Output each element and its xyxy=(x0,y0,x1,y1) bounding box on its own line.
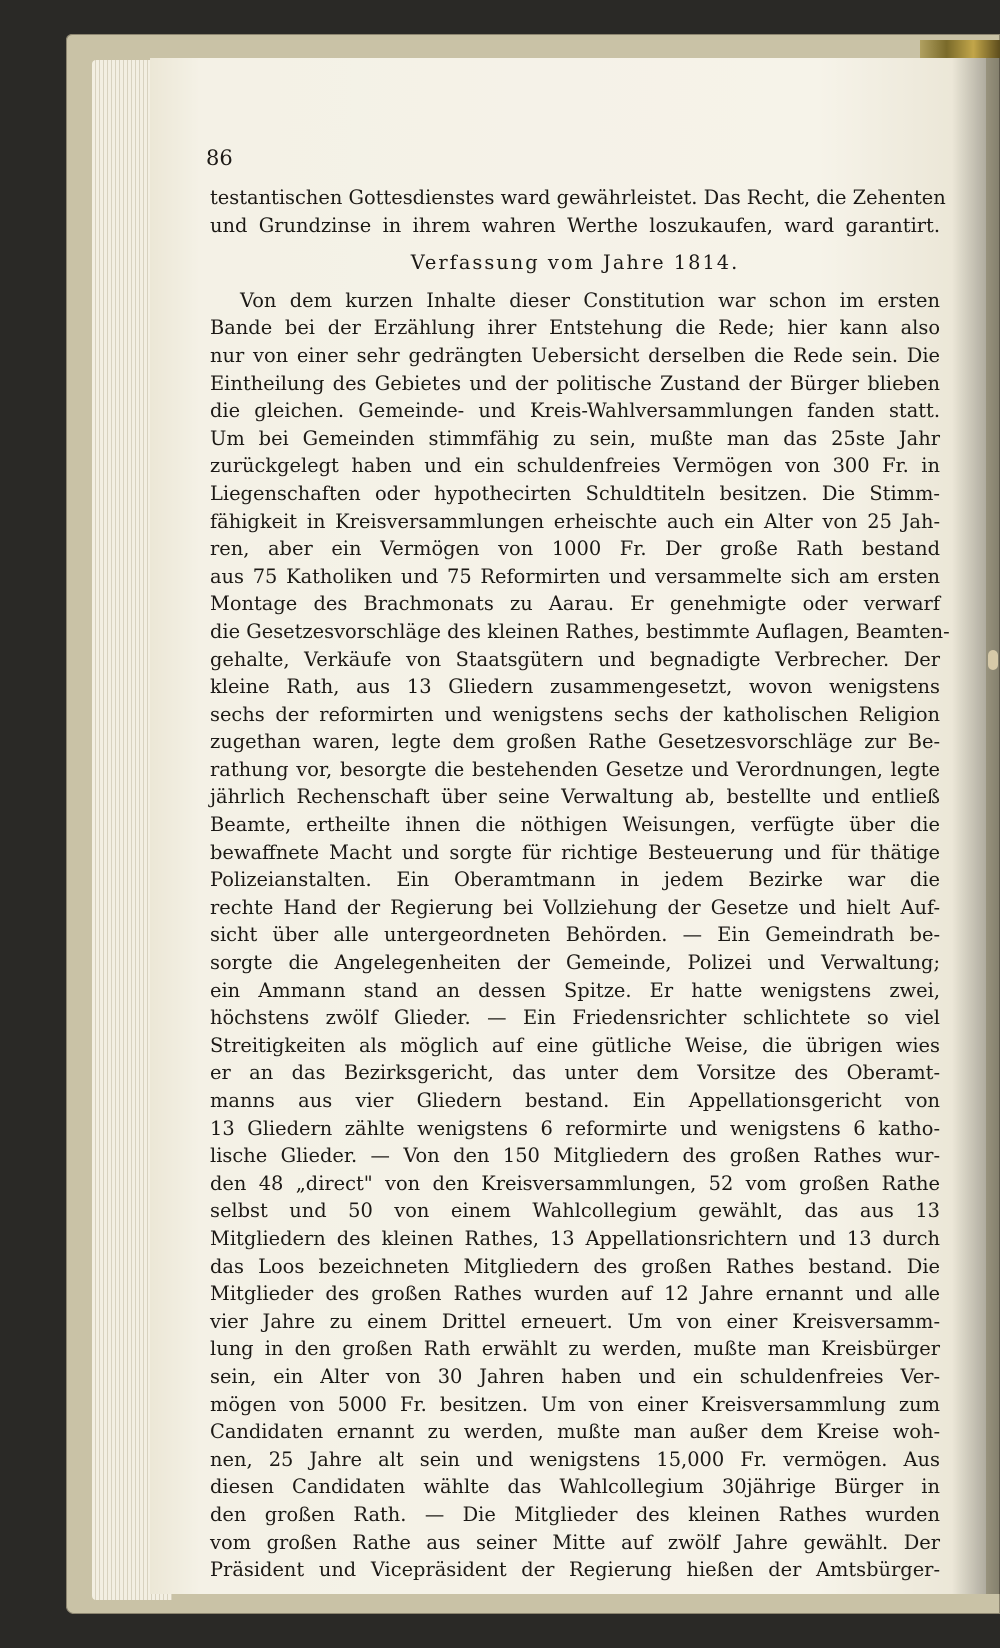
text-line: lung in den großen Rath erwählt zu werden, mußte man Kreisbürger xyxy=(210,1337,940,1361)
text-line: Candidaten ernannt zu werden, mußte man außer dem Kreise woh- xyxy=(210,1420,940,1444)
text-line: das Loos bezeichneten Mitgliedern des großen Rathes bestand. Die xyxy=(210,1254,940,1278)
text-line: er an das Bezirksgericht, das unter dem Vorsitze des Oberamt- xyxy=(210,1061,940,1085)
margin-mark xyxy=(988,650,998,670)
text-line: Mitglieder des großen Rathes wurden auf 12 Jahre ernannt und alle xyxy=(210,1282,940,1306)
text-line: zugethan waren, legte dem großen Rathe Gesetzesvorschläge zur Be- xyxy=(210,730,940,754)
text-line: rechte Hand der Regierung bei Vollziehung der Gesetze und hielt Auf- xyxy=(210,895,940,919)
text-line: sein, ein Alter von 30 Jahren haben und ein schuldenfreies Ver- xyxy=(210,1364,940,1388)
text-line: rathung vor, besorgte die bestehenden Gesetze und Verordnungen, legte xyxy=(210,757,940,781)
section-heading: Verfassung vom Jahre 1814. xyxy=(410,251,740,275)
text-line: Bande bei der Erzählung ihrer Entstehung die Rede; hier kann also xyxy=(210,316,940,340)
text-line: Eintheilung des Gebietes und der politische Zustand der Bürger blieben xyxy=(210,371,940,395)
text-line: gehalte, Verkäufe von Staatsgütern und begnadigte Verbrecher. Der xyxy=(210,647,940,671)
page-number: 86 xyxy=(206,146,233,170)
text-line: Um bei Gemeinden stimmfähig zu sein, mußte man das 25ste Jahr xyxy=(210,426,940,450)
text-line: fähigkeit in Kreisversammlungen erheischte auch ein Alter von 25 Jah- xyxy=(210,509,940,533)
text-line: testantischen Gottesdienstes ward gewährleistet. Das Recht, die Zehenten xyxy=(210,186,946,209)
text-line: bewaffnete Macht und sorgte für richtige Besteuerung und für thätige xyxy=(210,840,940,864)
text-line: Beamte, ertheilte ihnen die nöthigen Weisungen, verfügte über die xyxy=(210,813,940,837)
text-line: mögen von 5000 Fr. besitzen. Um von einer Kreisversammlung zum xyxy=(210,1392,940,1416)
text-line: die gleichen. Gemeinde- und Kreis-Wahlversammlungen fanden statt. xyxy=(210,399,940,423)
text-line: und Grundzinse in ihrem wahren Werthe loszukaufen, ward garantirt. xyxy=(210,213,940,237)
text-line: Polizeianstalten. Ein Oberamtmann in jedem Bezirke war die xyxy=(210,868,940,892)
text-line: Liegenschaften oder hypothecirten Schuldtiteln besitzen. Die Stimm- xyxy=(210,481,940,505)
text-line: lische Glieder. — Von den 150 Mitgliedern des großen Rathes wur- xyxy=(210,1144,940,1168)
text-line: zurückgelegt haben und ein schuldenfreies Vermögen von 300 Fr. in xyxy=(210,454,940,478)
text-line: vom großen Rathe aus seiner Mitte auf zwölf Jahre gewählt. Der xyxy=(210,1530,940,1554)
text-line: diesen Candidaten wählte das Wahlcollegium 30jährige Bürger in xyxy=(210,1475,940,1499)
text-line: nur von einer sehr gedrängten Uebersicht derselben die Rede sein. Die xyxy=(210,343,940,367)
text-line: manns aus vier Gliedern bestand. Ein Appellationsgericht von xyxy=(210,1089,940,1112)
text-line: 13 Gliedern zählte wenigstens 6 reformirte und wenigstens 6 katho- xyxy=(210,1116,940,1140)
text-line: sicht über alle untergeordneten Behörden. — Ein Gemeindrath be- xyxy=(210,923,940,947)
text-line: den 48 „direct" von den Kreisversammlungen, 52 vom großen Rathe xyxy=(210,1171,940,1195)
text-line: Präsident und Vicepräsident der Regierung hießen der Amtsbürger- xyxy=(210,1558,940,1582)
adjacent-book-spine xyxy=(920,40,1000,58)
body-text xyxy=(210,184,950,1584)
text-line: ren, aber ein Vermögen von 1000 Fr. Der große Rath bestand xyxy=(210,537,940,561)
text-line: die Gesetzesvorschläge des kleinen Rathes, bestimmte Auflagen, Beamten- xyxy=(210,619,950,643)
text-line: kleine Rath, aus 13 Gliedern zusammengesetzt, wovon wenigstens xyxy=(210,675,940,699)
text-line: jährlich Rechenschaft über seine Verwaltung ab, bestellte und entließ xyxy=(210,785,940,809)
text-line: Mitgliedern des kleinen Rathes, 13 Appellationsrichtern und 13 durch xyxy=(210,1226,940,1250)
text-line: nen, 25 Jahre alt sein und wenigstens 15,000 Fr. vermögen. Aus xyxy=(210,1447,940,1471)
text-line: aus 75 Katholiken und 75 Reformirten und versammelte sich am ersten xyxy=(210,564,940,588)
text-line: sechs der reformirten und wenigstens sechs der katholischen Religion xyxy=(210,702,940,726)
text-line: Streitigkeiten als möglich auf eine gütliche Weise, die übrigen wies xyxy=(210,1033,940,1057)
text-line: vier Jahre zu einem Drittel erneuert. Um von einer Kreisversamm- xyxy=(210,1309,940,1333)
text-line: sorgte die Angelegenheiten der Gemeinde, Polizei und Verwaltung; xyxy=(210,951,940,975)
text-line: Von dem kurzen Inhalte dieser Constitution war schon im ersten xyxy=(240,288,940,312)
text-line: selbst und 50 von einem Wahlcollegium gewählt, das aus 13 xyxy=(210,1199,940,1223)
text-line: Montage des Brachmonats zu Aarau. Er genehmigte oder verwarf xyxy=(210,592,940,616)
gutter-shadow xyxy=(952,58,1000,1594)
text-line: ein Ammann stand an dessen Spitze. Er hatte wenigstens zwei, xyxy=(210,978,940,1002)
text-line: höchstens zwölf Glieder. — Ein Friedensrichter schlichtete so viel xyxy=(210,1006,940,1030)
text-line: den großen Rath. — Die Mitglieder des kleinen Rathes wurden xyxy=(210,1502,940,1526)
